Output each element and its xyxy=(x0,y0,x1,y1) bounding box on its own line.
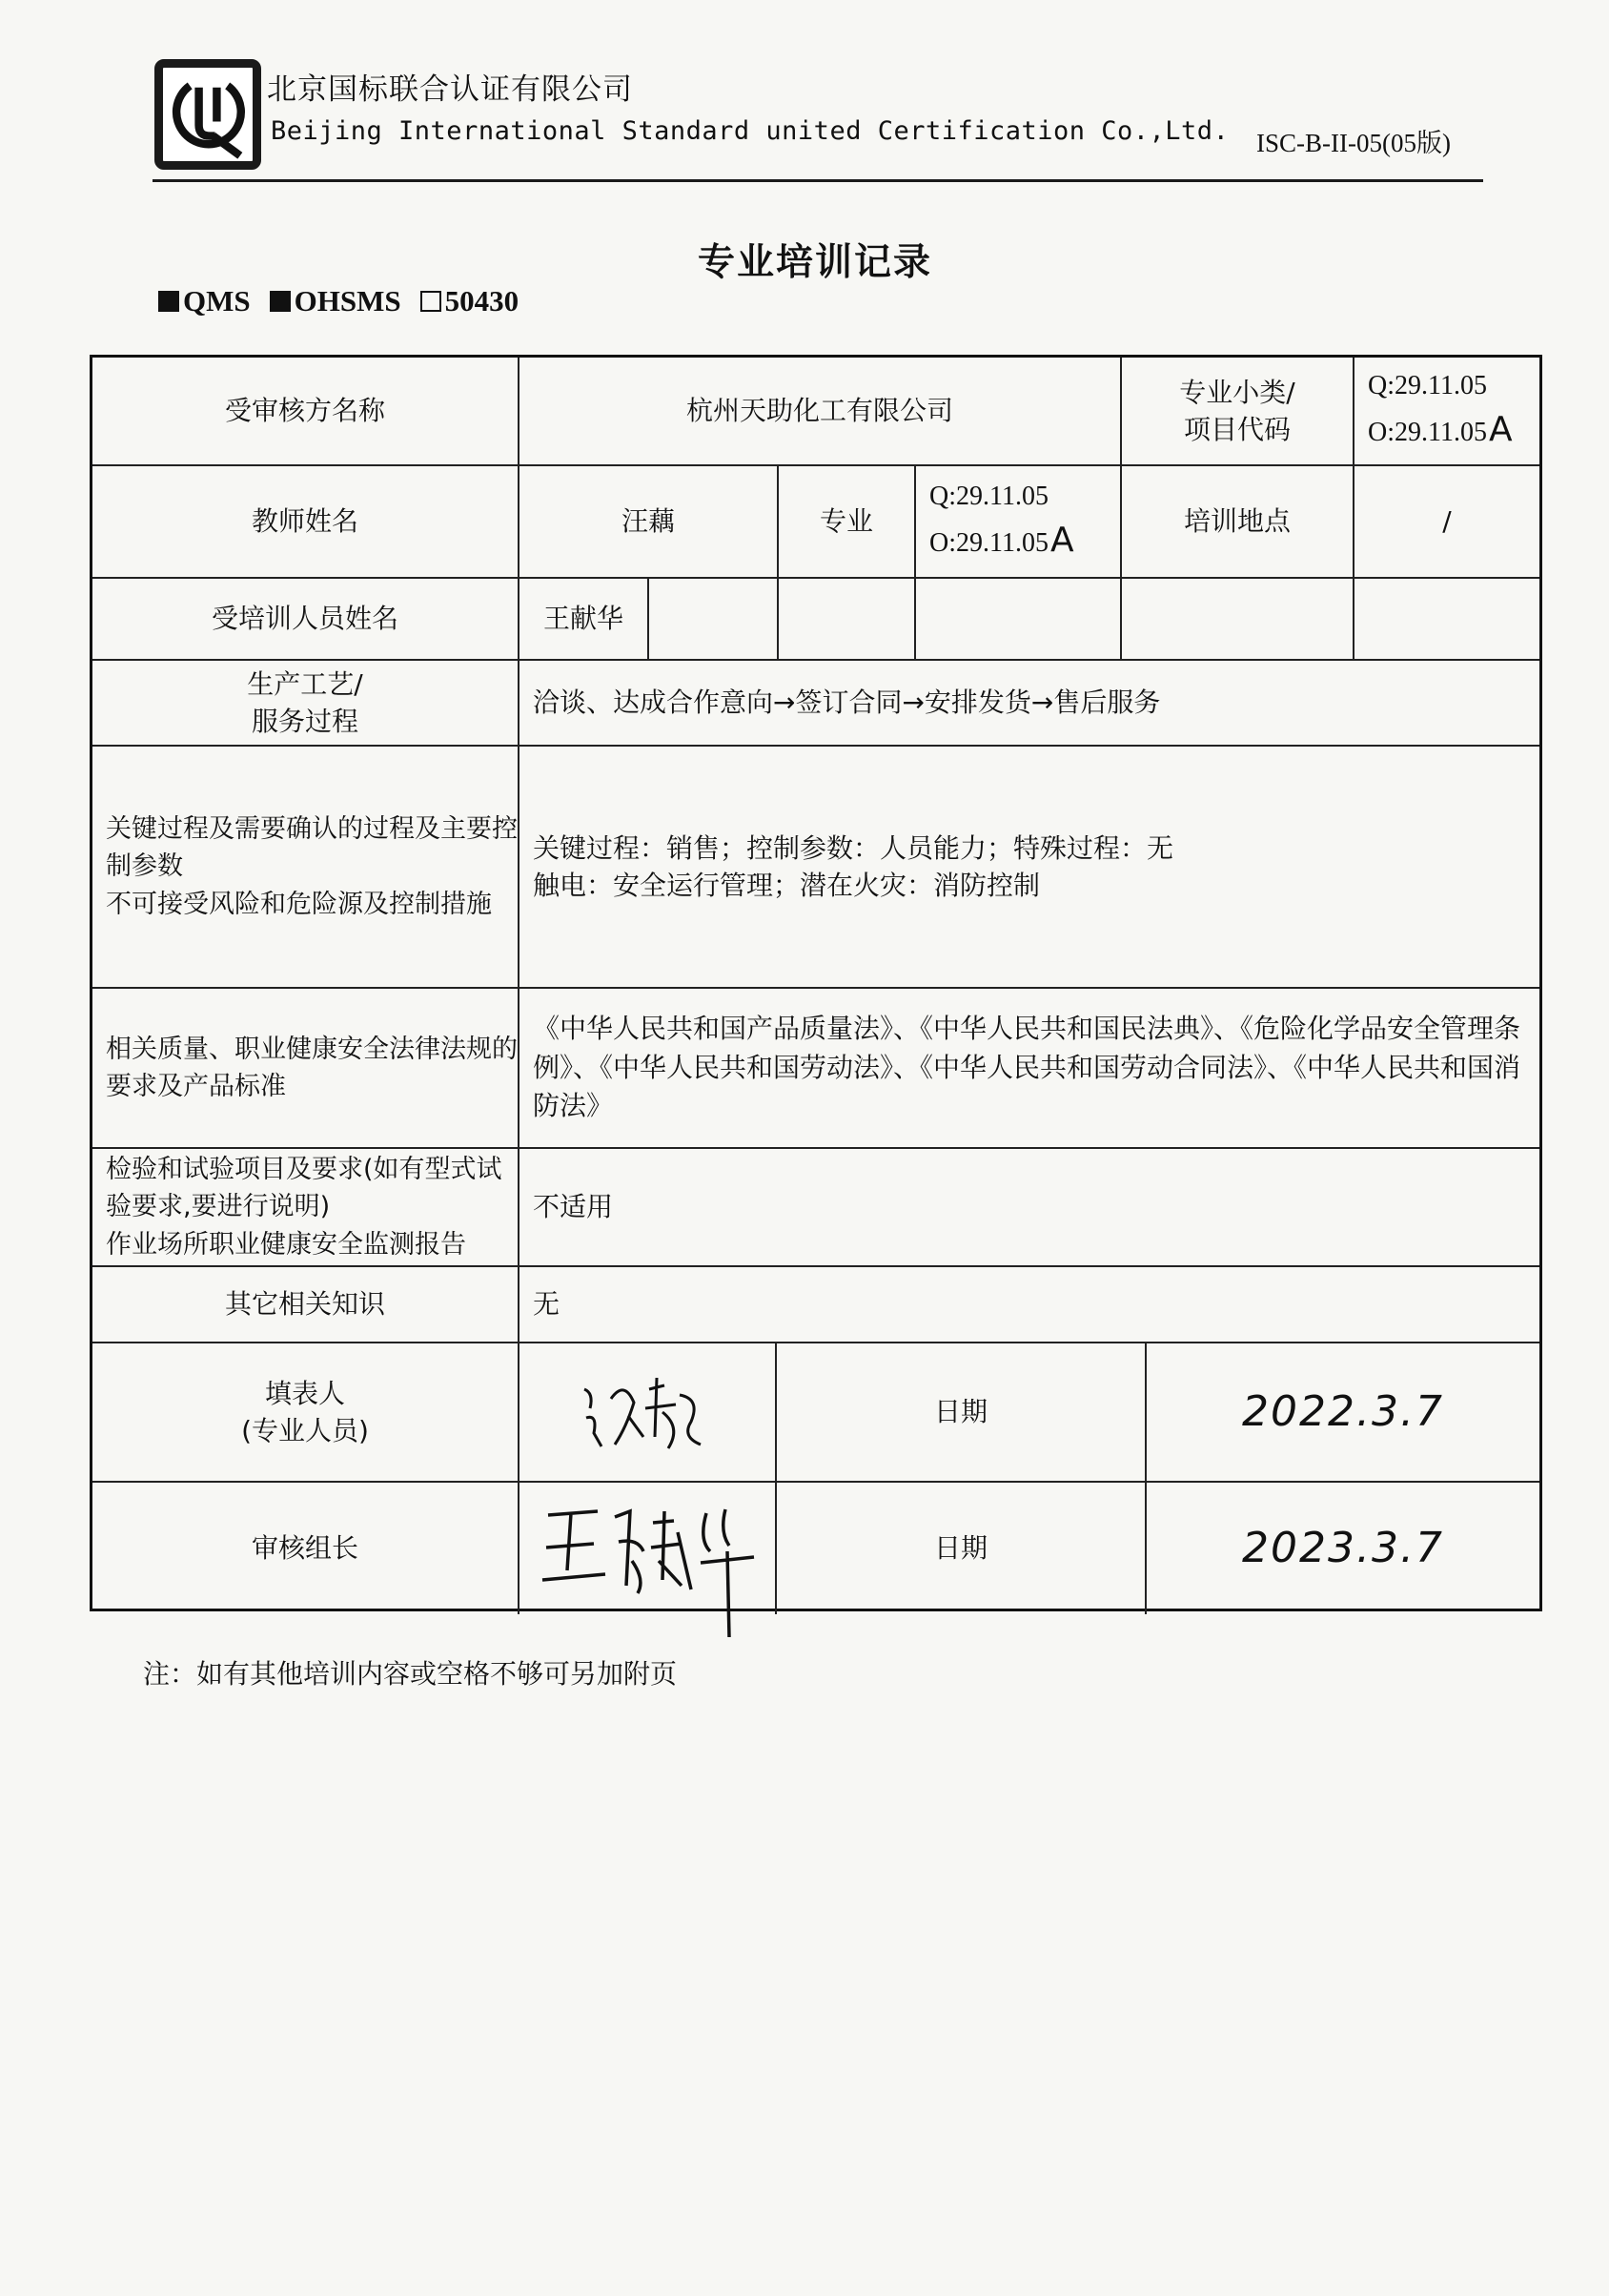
trainee-empty-cell xyxy=(1354,579,1539,661)
auditee-value: 杭州天助化工有限公司 xyxy=(519,358,1122,466)
filler-label: 填表人 (专业人员) xyxy=(92,1343,519,1483)
process-value: 洽谈、达成合作意向→签订合同→安排发货→售后服务 xyxy=(519,661,1539,747)
filler-date-label: 日期 xyxy=(777,1343,1147,1483)
teacher-value: 汪藕 xyxy=(519,466,779,579)
leader-signature xyxy=(519,1483,777,1614)
checkbox-unchecked-icon xyxy=(420,291,441,312)
handwritten-signature xyxy=(577,1361,720,1466)
test-label: 检验和试验项目及要求(如有型式试验要求,要进行说明) 作业场所职业健康安全监测报告 xyxy=(92,1149,519,1267)
specialty-code-value: Q:29.11.05 O:29.11.05A xyxy=(916,466,1122,579)
leader-date-value: 2023.3.7 xyxy=(1242,1524,1444,1573)
form-code: ISC-B-II-05(05版) xyxy=(1256,129,1451,157)
company-logo xyxy=(154,59,261,170)
filler-signature xyxy=(519,1343,777,1483)
company-name-cn: 北京国标联合认证有限公司 xyxy=(267,72,633,107)
trainee-empty-cell xyxy=(779,579,916,661)
training-record-table xyxy=(90,355,1542,1611)
test-value: 不适用 xyxy=(519,1149,1539,1267)
trainee-empty-cell xyxy=(1122,579,1354,661)
location-label: 培训地点 xyxy=(1122,466,1354,579)
trainee-empty-cell xyxy=(916,579,1122,661)
system-label: QMS xyxy=(183,284,251,318)
trainee-value: 王献华 xyxy=(519,579,649,661)
key-process-value: 关键过程：销售；控制参数：人员能力；特殊过程：无 触电：安全运行管理；潜在火灾：消防控制 xyxy=(519,747,1539,989)
specialty-label: 专业 xyxy=(779,466,916,579)
trainee-empty-cell xyxy=(649,579,779,661)
other-knowledge-value: 无 xyxy=(519,1267,1539,1343)
auditee-label: 受审核方名称 xyxy=(92,358,519,466)
teacher-label: 教师姓名 xyxy=(92,466,519,579)
company-name-en: Beijing International Standard united Certification Co.,Ltd. xyxy=(271,116,1230,146)
trainee-label: 受培训人员姓名 xyxy=(92,579,519,661)
system-label: OHSMS xyxy=(294,284,401,318)
footer-note: 注：如有其他培训内容或空格不够可另加附页 xyxy=(143,1658,678,1690)
checkbox-checked-icon xyxy=(158,291,179,312)
system-qms[interactable] xyxy=(158,284,251,318)
leader-date-label: 日期 xyxy=(777,1483,1147,1614)
other-knowledge-label: 其它相关知识 xyxy=(92,1267,519,1343)
checkbox-checked-icon xyxy=(270,291,291,312)
system-50430[interactable] xyxy=(420,284,519,318)
leader-label: 审核组长 xyxy=(92,1483,519,1614)
process-label: 生产工艺/ 服务过程 xyxy=(92,661,519,747)
system-ohsms[interactable] xyxy=(270,284,401,318)
law-label: 相关质量、职业健康安全法律法规的要求及产品标准 xyxy=(92,989,519,1149)
document-title: 专业培训记录 xyxy=(697,241,932,284)
category-label: 专业小类/ 项目代码 xyxy=(1122,358,1354,466)
filler-date-value: 2022.3.7 xyxy=(1147,1343,1539,1483)
system-label: 50430 xyxy=(444,284,519,318)
handwritten-signature xyxy=(539,1494,767,1647)
law-value: 《中华人民共和国产品质量法》、《中华人民共和国民法典》、《危险化学品安全管理条例》、《中华人民共和国劳动法》、《中华人民共和国劳动合同法》、《中华人民共和国消防法》 xyxy=(519,989,1539,1149)
location-value: / xyxy=(1354,466,1539,579)
management-system-checkboxes xyxy=(158,284,519,318)
header-divider xyxy=(153,179,1483,182)
category-code-value: Q:29.11.05 O:29.11.05A xyxy=(1354,358,1539,466)
key-process-label: 关键过程及需要确认的过程及主要控制参数 不可接受风险和危险源及控制措施 xyxy=(92,747,519,989)
